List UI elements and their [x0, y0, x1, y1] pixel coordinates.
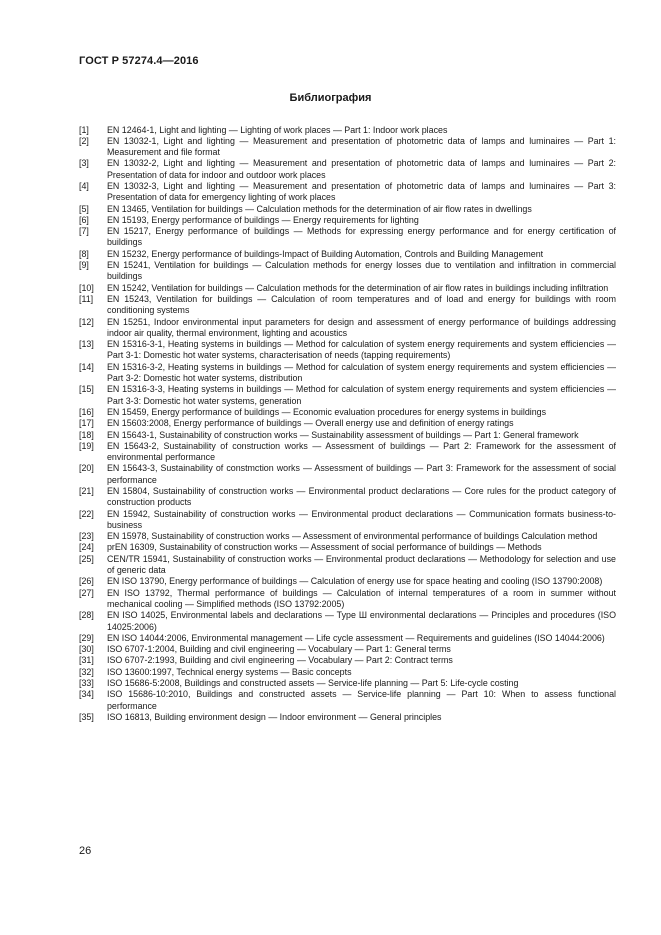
entry-number: [31] — [79, 655, 94, 666]
entry-number: [15] — [79, 384, 94, 395]
bibliography-list — [79, 125, 616, 724]
bibliography-entry — [79, 226, 616, 249]
bibliography-entry — [79, 655, 616, 666]
bibliography-entry — [79, 667, 616, 678]
entry-number: [18] — [79, 429, 94, 440]
bibliography-entry — [79, 362, 616, 385]
entry-number: [13] — [79, 339, 94, 350]
entry-text: EN ISO 13790, Energy performance of buildings — Calculation of energy use for space heating and cooling (ISO 13790:2008) — [107, 576, 603, 587]
entry-number: [16] — [79, 406, 94, 417]
entry-number: [28] — [79, 610, 94, 621]
entry-number: [33] — [79, 678, 94, 689]
bibliography-entry — [79, 554, 616, 577]
bibliography-entry — [79, 486, 616, 509]
bibliography-entry — [79, 542, 616, 553]
entry-text: EN 15217, Energy performance of buildings — Methods for expressing energy performance and for energy certification of buildings — [107, 226, 616, 248]
bibliography-entry — [79, 215, 616, 226]
bibliography-entry — [79, 678, 616, 689]
entry-number: [2] — [79, 135, 89, 146]
entry-text: EN 15242, Ventilation for buildings — Calculation methods for the determination of air flow rates in buildings including infiltration — [107, 282, 609, 293]
entry-number: [17] — [79, 418, 94, 429]
entry-text: EN 15316-3-2, Heating systems in buildings — Method for calculation of system energy requirements and system efficiencies — Part 3-2: Domestic hot water systems, distribution — [107, 361, 616, 384]
bibliography-entry — [79, 463, 616, 486]
entry-text: ISO 15686-5:2008, Buildings and constructed assets — Service-life planning — Part 5: Life-cycle costing — [107, 678, 519, 689]
bibliography-entry — [79, 644, 616, 655]
entry-text: ISO 6707-2:1993, Building and civil engineering — Vocabulary — Part 2: Contract terms — [107, 655, 453, 666]
entry-text: EN 15316-3-1, Heating systems in buildings — Method for calculation of system energy requirements and system efficiencies — Part 3-1: Domestic hot water systems, characterisation of needs (tapping requirements) — [107, 339, 616, 361]
entry-number: [12] — [79, 316, 94, 327]
entry-text: EN ISO 14025, Environmental labels and declarations — Type Ш environmental declarations — Principles and procedures (ISO 14025:2006) — [107, 610, 616, 632]
entry-number: [10] — [79, 282, 94, 293]
entry-number: [27] — [79, 587, 94, 598]
bibliography-entry — [79, 588, 616, 611]
bibliography-entry — [79, 712, 616, 723]
entry-number: [20] — [79, 463, 94, 474]
bibliography-entry — [79, 249, 616, 260]
entry-text: EN 15804, Sustainability of construction works — Environmental product declarations — Core rules for the product category of construction products — [107, 486, 616, 508]
entry-text: EN 15978, Sustainability of construction works — Assessment of environmental performance of buildings Calculation method — [107, 531, 598, 542]
entry-text: EN 15243, Ventilation for buildings — Calculation of room temperatures and of load and energy for buildings with room conditioning systems — [107, 293, 616, 316]
entry-number: [19] — [79, 440, 94, 451]
bibliography-entry — [79, 339, 616, 362]
entry-text: EN 15251, Indoor environmental input parameters for design and assessment of energy performance of buildings addressing indoor air quality, thermal environment, lighting and acoustics — [107, 316, 616, 338]
entry-number: [4] — [79, 180, 89, 191]
entry-text: EN 15193, Energy performance of buildings — Energy requirements for lighting — [107, 214, 419, 225]
entry-number: [25] — [79, 553, 94, 564]
entry-number: [21] — [79, 486, 94, 496]
entry-number: [5] — [79, 203, 89, 214]
entry-text: EN 15643-2, Sustainability of construction works — Assessment of buildings — Part 2: Framework for the assessment of environmental performance — [107, 440, 616, 463]
entry-number: [6] — [79, 214, 89, 225]
bibliography-entry — [79, 181, 616, 204]
entry-text: EN 15459, Energy performance of buildings — Economic evaluation procedures for energy systems in buildings — [107, 406, 547, 417]
bibliography-entry — [79, 430, 616, 441]
entry-number: [24] — [79, 542, 94, 553]
entry-number: [11] — [79, 293, 94, 304]
entry-text: ISO 16813, Building environment design — Indoor environment — General principles — [107, 711, 442, 722]
entry-text: EN 15643-1, Sustainability of construction works — Sustainability assessment of buildings — Part 1: General framework — [107, 429, 579, 440]
bibliography-entry — [79, 689, 616, 712]
entry-text: EN ISO 13792, Thermal performance of buildings — Calculation of internal temperatures of a room in summer without mechanical cooling — Simplified methods (ISO 13792:2005) — [107, 587, 616, 609]
entry-text: CEN/TR 15941, Sustainability of construction works — Environmental product declarations — Methodology for selection and use of generic data — [107, 553, 616, 576]
entry-text: EN ISO 14044:2006, Environmental management — Life cycle assessment — Requirements and guidelines (ISO 14044:2006) — [107, 632, 605, 643]
entry-text: prEN 16309, Sustainability of construction works — Assessment of social performance of buildings — Methods — [107, 542, 542, 553]
entry-number: [30] — [79, 644, 94, 655]
section-title: Библиография — [289, 92, 372, 104]
entry-number: [23] — [79, 531, 94, 542]
entry-text: ISO 6707-1:2004, Building and civil engineering — Vocabulary — Part 1: General terms — [107, 644, 451, 655]
entry-number: [34] — [79, 689, 94, 700]
bibliography-entry — [79, 633, 616, 644]
bibliography-entry — [79, 317, 616, 340]
bibliography-entry — [79, 294, 616, 317]
entry-number: [1] — [79, 124, 89, 135]
bibliography-entry — [79, 576, 616, 587]
entry-text: EN 13032-1, Light and lighting — Measurement and presentation of photometric data of lamps and luminaires — Part 1: Measurement and file format — [107, 135, 616, 158]
entry-text: EN 13465, Ventilation for buildings — Calculation methods for the determination of air flow rates in dwellings — [107, 203, 532, 214]
entry-text: EN 13032-2, Light and lighting — Measurement and presentation of photometric data of lamps and luminaires — Part 2: Presentation of data for indoor and outdoor work places — [107, 158, 616, 180]
entry-number: [14] — [79, 361, 94, 372]
bibliography-entry — [79, 283, 616, 294]
entry-text: EN 15241, Ventilation for buildings — Calculation methods for energy losses due to ventilation and infiltration in commercial buildings — [107, 260, 616, 282]
entry-text: EN 15942, Sustainability of construction works — Environmental product declarations — Communication formats business-to-business — [107, 508, 616, 530]
bibliography-entry — [79, 418, 616, 429]
entry-number: [35] — [79, 711, 94, 722]
bibliography-entry — [79, 610, 616, 633]
entry-number: [29] — [79, 632, 94, 643]
entry-text: EN 15316-3-3, Heating systems in buildings — Method for calculation of system energy requirements and system efficiencies — Part 3-3: Domestic hot water systems, generation — [107, 384, 616, 406]
entry-text: EN 12464-1, Light and lighting — Lighting of work places — Part 1: Indoor work places — [107, 124, 448, 135]
entry-text: ISO 13600:1997, Technical energy systems — Basic concepts — [107, 666, 352, 677]
entry-number: [32] — [79, 666, 94, 677]
bibliography-entry — [79, 204, 616, 215]
entry-text: EN 15643-3, Sustainability of constmction works — Assessment of buildings — Part 3: Framework for the assessment of social performance — [107, 463, 616, 485]
page-number: 26 — [79, 845, 92, 857]
bibliography-entry — [79, 531, 616, 542]
bibliography-entry — [79, 260, 616, 283]
bibliography-entry — [79, 384, 616, 407]
bibliography-entry — [79, 407, 616, 418]
entry-number: [9] — [79, 260, 89, 271]
entry-text: EN 15603:2008, Energy performance of buildings — Overall energy use and definition of energy ratings — [107, 418, 514, 429]
document-header: ГОСТ Р 57274.4—2016 — [79, 55, 199, 67]
entry-text: EN 15232, Energy performance of buildings-Impact of Building Automation, Controls and Building Management — [107, 248, 544, 259]
entry-number: [22] — [79, 508, 94, 519]
entry-number: [7] — [79, 226, 89, 237]
bibliography-entry — [79, 158, 616, 181]
bibliography-entry — [79, 509, 616, 532]
bibliography-entry — [79, 441, 616, 464]
bibliography-entry — [79, 136, 616, 159]
entry-text: ISO 15686-10:2010, Buildings and constructed assets — Service-life planning — Part 10: When to assess functional performance — [107, 689, 616, 711]
entry-number: [8] — [79, 248, 89, 259]
entry-number: [3] — [79, 158, 89, 169]
entry-text: EN 13032-3, Light and lighting — Measurement and presentation of photometric data of lamps and luminaires — Part 3: Presentation of data for emergency lighting of work places — [107, 180, 616, 203]
bibliography-entry — [79, 125, 616, 136]
entry-number: [26] — [79, 576, 94, 587]
